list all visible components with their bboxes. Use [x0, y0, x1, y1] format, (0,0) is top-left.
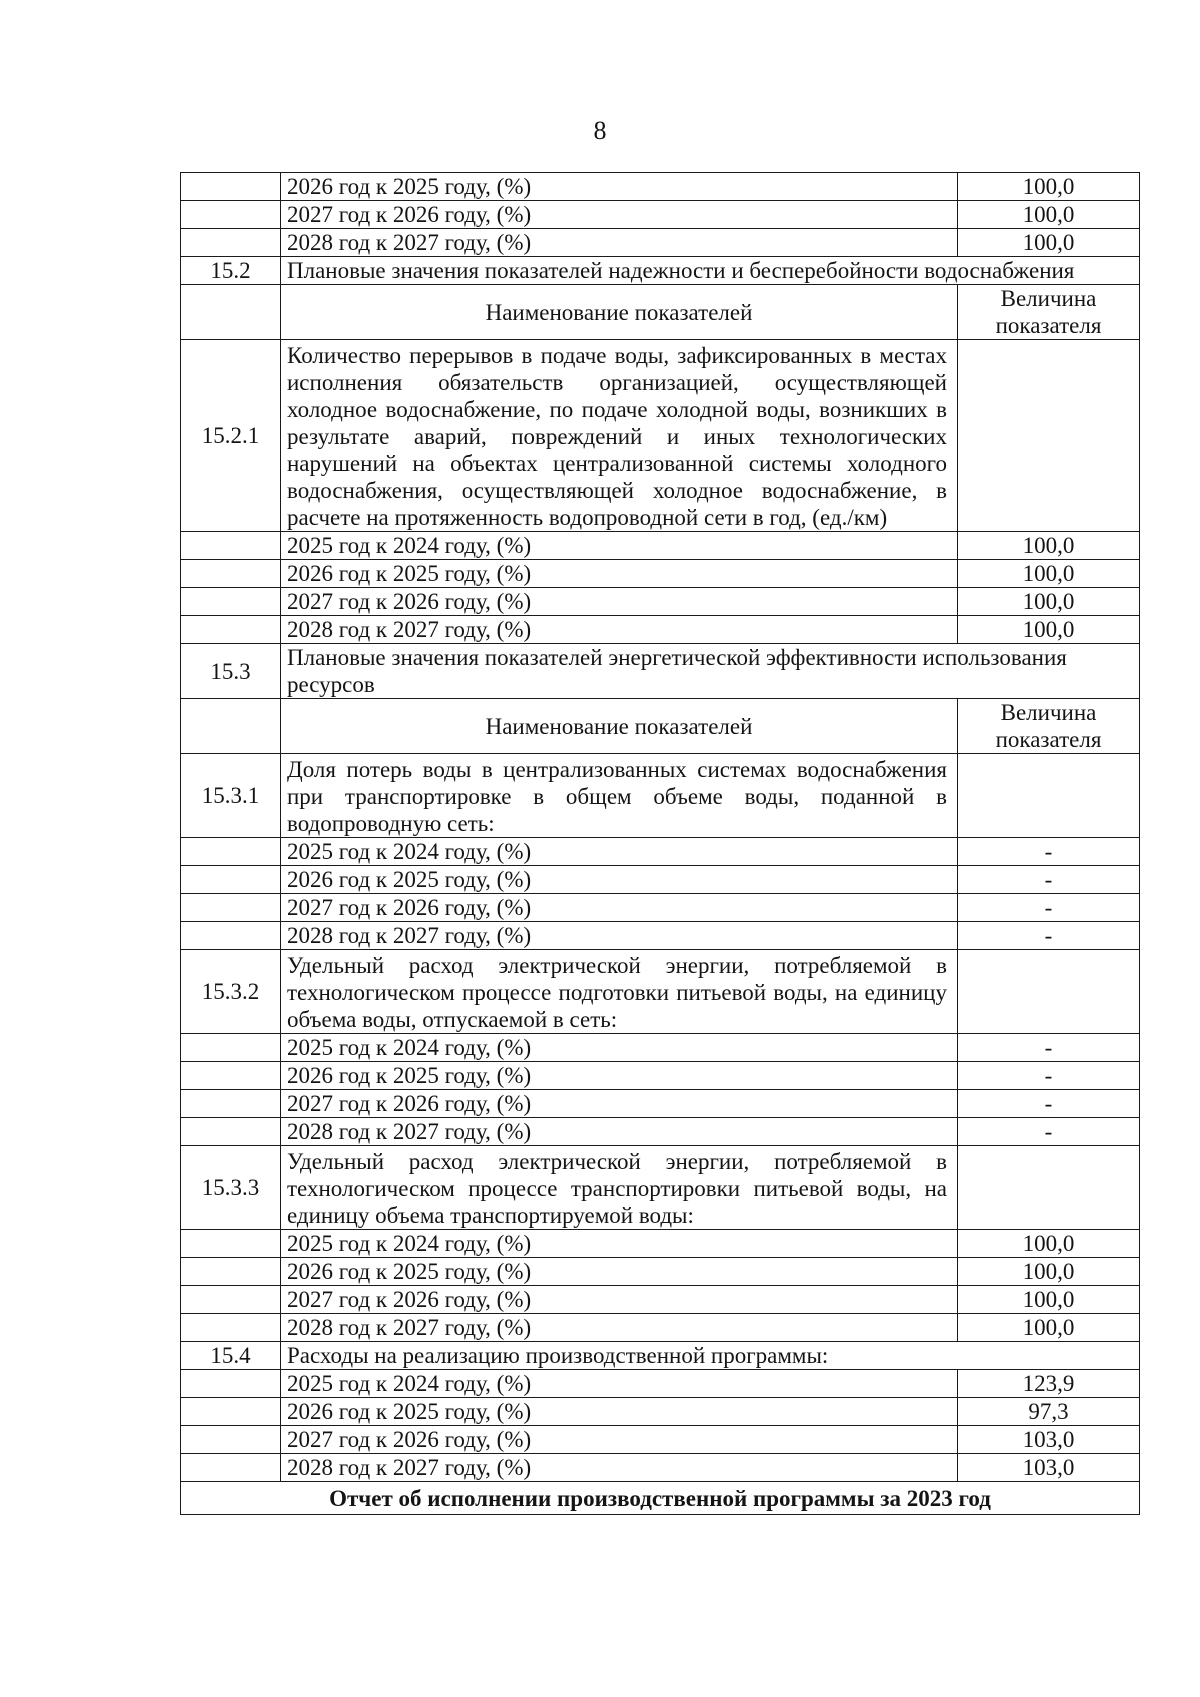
- row-value: 100,0: [958, 1230, 1140, 1258]
- indicator-number: 15.2.1: [181, 340, 281, 532]
- row-value: -: [958, 838, 1140, 866]
- row-label: 2026 год к 2025 году, (%): [281, 1398, 958, 1426]
- header-name: Наименование показателей: [281, 285, 958, 340]
- table-row: [181, 894, 1140, 922]
- table-row: [181, 1034, 1140, 1062]
- row-label: 2026 год к 2025 году, (%): [281, 560, 958, 588]
- row-value: 100,0: [958, 588, 1140, 616]
- header-row: [181, 699, 1140, 754]
- row-value: 100,0: [958, 1258, 1140, 1286]
- row-label: 2028 год к 2027 году, (%): [281, 922, 958, 950]
- row-label: 2027 год к 2026 году, (%): [281, 1426, 958, 1454]
- row-value: 100,0: [958, 1314, 1140, 1342]
- row-number-cell: [181, 866, 281, 894]
- indicator-number: 15.3.3: [181, 1146, 281, 1230]
- row-label: 2027 год к 2026 году, (%): [281, 201, 958, 229]
- table-row: [181, 1314, 1140, 1342]
- indicators-table: [180, 172, 1140, 1515]
- section-title: Плановые значения показателей надежности и бесперебойности водоснабжения: [281, 257, 1140, 285]
- table-row: [181, 1370, 1140, 1398]
- table-row: [181, 1230, 1140, 1258]
- row-number-cell: [181, 1118, 281, 1146]
- table-row: [181, 588, 1140, 616]
- row-number-cell: [181, 616, 281, 644]
- section-row: [181, 257, 1140, 285]
- row-value: 100,0: [958, 616, 1140, 644]
- section-row: [181, 1342, 1140, 1370]
- row-label: 2027 год к 2026 году, (%): [281, 894, 958, 922]
- table-row: [181, 173, 1140, 201]
- row-label: 2028 год к 2027 году, (%): [281, 1118, 958, 1146]
- row-label: 2028 год к 2027 году, (%): [281, 229, 958, 257]
- row-label: 2028 год к 2027 году, (%): [281, 1314, 958, 1342]
- indicator-row: [181, 754, 1140, 838]
- row-value: 103,0: [958, 1426, 1140, 1454]
- indicator-text: Доля потерь воды в централизованных системах водоснабжения при транспортировке в общем объеме воды, поданной в водопроводную сеть:: [281, 754, 958, 838]
- header-name: Наименование показателей: [281, 699, 958, 754]
- row-number-cell: [181, 201, 281, 229]
- indicator-value-cell: [958, 950, 1140, 1034]
- indicator-row: [181, 950, 1140, 1034]
- row-value: -: [958, 922, 1140, 950]
- row-value: -: [958, 866, 1140, 894]
- row-value: 100,0: [958, 201, 1140, 229]
- header-value: Величина показателя: [958, 285, 1140, 340]
- row-number-cell: [181, 1062, 281, 1090]
- table-row: [181, 838, 1140, 866]
- row-label: 2028 год к 2027 году, (%): [281, 616, 958, 644]
- row-number-cell: [181, 588, 281, 616]
- row-number-cell: [181, 922, 281, 950]
- section-number: 15.4: [181, 1342, 281, 1370]
- table-row: [181, 866, 1140, 894]
- row-value: 103,0: [958, 1454, 1140, 1482]
- table-row: [181, 1454, 1140, 1482]
- table-row: [181, 1062, 1140, 1090]
- table-row: [181, 1286, 1140, 1314]
- row-value: 100,0: [958, 1286, 1140, 1314]
- row-value: -: [958, 894, 1140, 922]
- indicator-number: 15.3.1: [181, 754, 281, 838]
- row-number-cell: [181, 1034, 281, 1062]
- row-number-cell: [181, 894, 281, 922]
- table-row: [181, 1118, 1140, 1146]
- row-number-cell: [181, 1230, 281, 1258]
- indicator-text: Удельный расход электрической энергии, потребляемой в технологическом процессе транспортировки питьевой воды, на единицу объема транспортируемой воды:: [281, 1146, 958, 1230]
- table-row: [181, 922, 1140, 950]
- table-row: [181, 532, 1140, 560]
- row-value: 100,0: [958, 560, 1140, 588]
- table-row: [181, 229, 1140, 257]
- row-value: -: [958, 1118, 1140, 1146]
- row-value: 100,0: [958, 173, 1140, 201]
- row-number-cell: [181, 838, 281, 866]
- header-row: [181, 285, 1140, 340]
- row-label: 2028 год к 2027 году, (%): [281, 1454, 958, 1482]
- table-row: [181, 1426, 1140, 1454]
- header-number-cell: [181, 699, 281, 754]
- section-number: 15.2: [181, 257, 281, 285]
- row-number-cell: [181, 1370, 281, 1398]
- table-row: [181, 1398, 1140, 1426]
- row-number-cell: [181, 560, 281, 588]
- section-title: Расходы на реализацию производственной программы:: [281, 1342, 1140, 1370]
- row-label: 2026 год к 2025 году, (%): [281, 1062, 958, 1090]
- row-number-cell: [181, 1286, 281, 1314]
- row-label: 2025 год к 2024 году, (%): [281, 1370, 958, 1398]
- section-title: Плановые значения показателей энергетической эффективности использования ресурсов: [281, 644, 1140, 699]
- table-row: [181, 560, 1140, 588]
- indicator-text: Удельный расход электрической энергии, потребляемой в технологическом процессе подготовки питьевой воды, на единицу объема воды, отпускаемой в сеть:: [281, 950, 958, 1034]
- header-number-cell: [181, 285, 281, 340]
- row-number-cell: [181, 532, 281, 560]
- row-number-cell: [181, 1454, 281, 1482]
- row-label: 2027 год к 2026 году, (%): [281, 1286, 958, 1314]
- row-number-cell: [181, 1258, 281, 1286]
- row-label: 2026 год к 2025 году, (%): [281, 1258, 958, 1286]
- row-label: 2025 год к 2024 году, (%): [281, 1034, 958, 1062]
- indicator-value-cell: [958, 1146, 1140, 1230]
- row-number-cell: [181, 1314, 281, 1342]
- row-value: 97,3: [958, 1398, 1140, 1426]
- row-number-cell: [181, 1426, 281, 1454]
- final-heading: Отчет об исполнении производственной программы за 2023 год: [181, 1482, 1140, 1515]
- indicator-text: Количество перерывов в подаче воды, зафиксированных в местах исполнения обязательств организацией, осуществляющей холодное водоснабжение, по подаче холодной воды, возникших в результате аварий, повреждений и иных технологических нарушений на объектах централизованной системы холодного водоснабжения, осуществляющей холодное водоснабжение, в расчете на протяженность водопроводной сети в год, (ед./км): [281, 340, 958, 532]
- row-label: 2025 год к 2024 году, (%): [281, 1230, 958, 1258]
- row-number-cell: [181, 173, 281, 201]
- row-value: -: [958, 1062, 1140, 1090]
- row-label: 2027 год к 2026 году, (%): [281, 588, 958, 616]
- row-number-cell: [181, 1398, 281, 1426]
- row-label: 2026 год к 2025 году, (%): [281, 173, 958, 201]
- row-label: 2027 год к 2026 году, (%): [281, 1090, 958, 1118]
- indicator-number: 15.3.2: [181, 950, 281, 1034]
- row-number-cell: [181, 1090, 281, 1118]
- header-value: Величина показателя: [958, 699, 1140, 754]
- section-number: 15.3: [181, 644, 281, 699]
- indicator-row: [181, 1146, 1140, 1230]
- row-value: 100,0: [958, 532, 1140, 560]
- indicator-value-cell: [958, 754, 1140, 838]
- row-value: -: [958, 1034, 1140, 1062]
- row-value: -: [958, 1090, 1140, 1118]
- row-value: 123,9: [958, 1370, 1140, 1398]
- final-heading-row: [181, 1482, 1140, 1515]
- row-label: 2026 год к 2025 году, (%): [281, 866, 958, 894]
- row-number-cell: [181, 229, 281, 257]
- indicator-row: [181, 340, 1140, 532]
- table-row: [181, 201, 1140, 229]
- table-row: [181, 1090, 1140, 1118]
- table-row: [181, 1258, 1140, 1286]
- row-value: 100,0: [958, 229, 1140, 257]
- table-row: [181, 616, 1140, 644]
- row-label: 2025 год к 2024 году, (%): [281, 838, 958, 866]
- indicator-value-cell: [958, 340, 1140, 532]
- page-number: 8: [593, 116, 607, 145]
- section-row: [181, 644, 1140, 699]
- row-label: 2025 год к 2024 году, (%): [281, 532, 958, 560]
